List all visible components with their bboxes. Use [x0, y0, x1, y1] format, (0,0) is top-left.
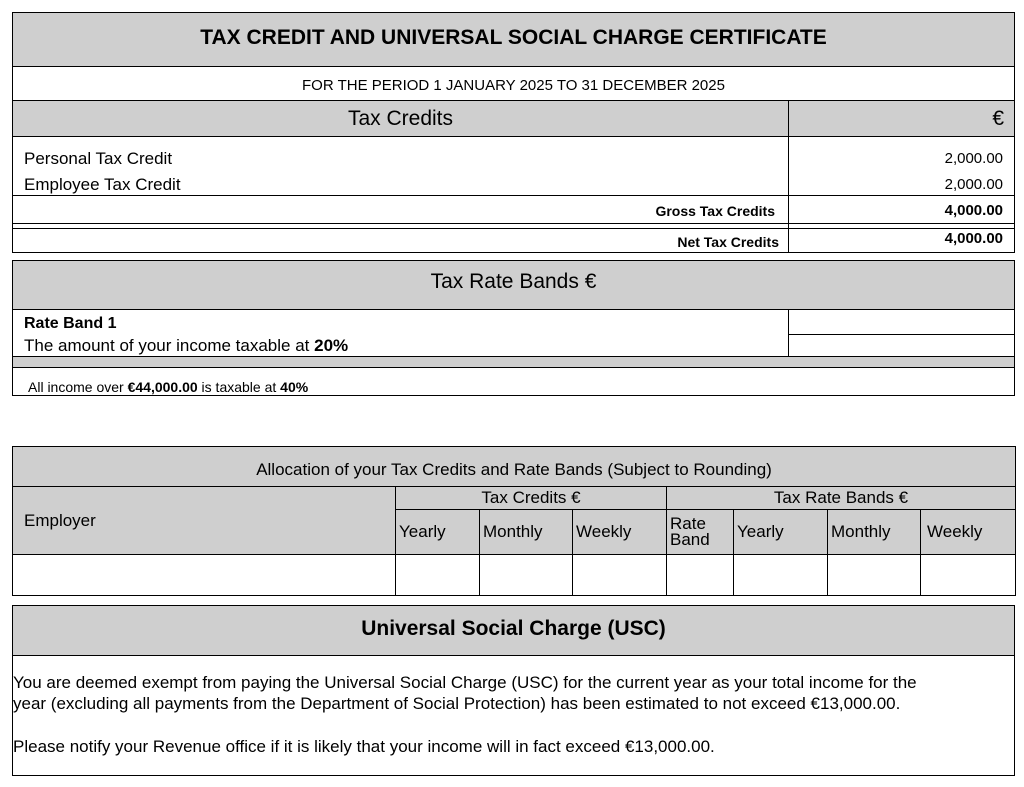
rate-band-header-line2: Band — [670, 530, 710, 549]
period-text: FOR THE PERIOD 1 JANUARY 2025 TO 31 DECEMBER 2025 — [302, 77, 725, 94]
credits-monthly-cell — [480, 555, 573, 596]
employer-cell — [13, 555, 396, 596]
net-tax-credits-label: Net Tax Credits — [677, 234, 779, 250]
usc-paragraph-1-line-2: year (excluding all payments from the Department of Social Protection) has been estimated to not exceed €13,000.00. — [13, 694, 901, 713]
certificate-title: TAX CREDIT AND UNIVERSAL SOCIAL CHARGE CERTIFICATE — [200, 26, 827, 49]
rate-bands-section — [12, 260, 1015, 396]
tax-credits-heading: Tax Credits — [347, 107, 454, 130]
usc-section — [12, 605, 1015, 776]
higher-rate-percent: 40% — [280, 379, 309, 395]
credits-weekly-cell — [573, 555, 667, 596]
rate-band-header-line1: Rate — [670, 514, 706, 533]
rate-band-1-description — [24, 336, 348, 356]
credits-yearly-header: Yearly — [396, 510, 480, 555]
bands-monthly-cell — [828, 555, 921, 596]
tax-credits-group-header: Tax Credits € — [396, 487, 667, 510]
allocation-table — [12, 446, 1016, 596]
employee-tax-credit-label: Employee Tax Credit — [24, 175, 181, 194]
higher-rate-middle: is taxable at — [197, 379, 281, 395]
personal-tax-credit-label: Personal Tax Credit — [24, 149, 173, 168]
allocation-heading: Allocation of your Tax Credits and Rate Bands (Subject to Rounding) — [13, 447, 1016, 487]
usc-paragraph-2: Please notify your Revenue office if it is likely that your income will in fact exceed €13,000.00. — [13, 737, 715, 756]
employee-tax-credit-amount: 2,000.00 — [944, 176, 1003, 193]
employer-label: Employer — [24, 510, 96, 530]
rate-band-cell — [667, 555, 734, 596]
higher-rate-threshold: €44,000.00 — [127, 379, 198, 395]
personal-tax-credit-amount: 2,000.00 — [944, 150, 1003, 167]
employer-header — [13, 487, 396, 555]
credits-yearly-cell — [396, 555, 480, 596]
higher-rate-prefix: All income over — [28, 379, 128, 395]
gross-tax-credits-amount: 4,000.00 — [944, 202, 1003, 219]
rate-band-header — [667, 510, 734, 555]
credits-weekly-header: Weekly — [573, 510, 667, 555]
usc-heading: Universal Social Charge (USC) — [361, 617, 666, 640]
net-tax-credits-amount: 4,000.00 — [944, 230, 1003, 247]
rate-bands-divider — [13, 356, 1014, 368]
bands-weekly-header: Weekly — [921, 510, 1016, 555]
rate-band-1-text: The amount of your income taxable at — [24, 336, 315, 355]
gross-tax-credits-label: Gross Tax Credits — [655, 203, 775, 219]
bands-monthly-header: Monthly — [828, 510, 921, 555]
tax-rate-bands-group-header: Tax Rate Bands € — [667, 487, 1016, 510]
usc-paragraph-1-line-1: You are deemed exempt from paying the Universal Social Charge (USC) for the current year as your total income for the — [13, 673, 917, 692]
credits-monthly-header: Monthly — [480, 510, 573, 555]
table-row — [13, 555, 1016, 596]
bands-yearly-header: Yearly — [734, 510, 828, 555]
higher-rate-text — [28, 379, 308, 395]
tax-credits-section — [12, 100, 1015, 253]
bands-weekly-cell — [921, 555, 1016, 596]
rate-bands-heading: Tax Rate Bands € — [430, 270, 597, 293]
period-row — [12, 66, 1015, 100]
rate-band-1-rate: 20% — [314, 336, 349, 355]
certificate-title-bar — [12, 12, 1015, 67]
currency-symbol: € — [992, 107, 1004, 130]
rate-band-1-title: Rate Band 1 — [24, 315, 117, 332]
bands-yearly-cell — [734, 555, 828, 596]
